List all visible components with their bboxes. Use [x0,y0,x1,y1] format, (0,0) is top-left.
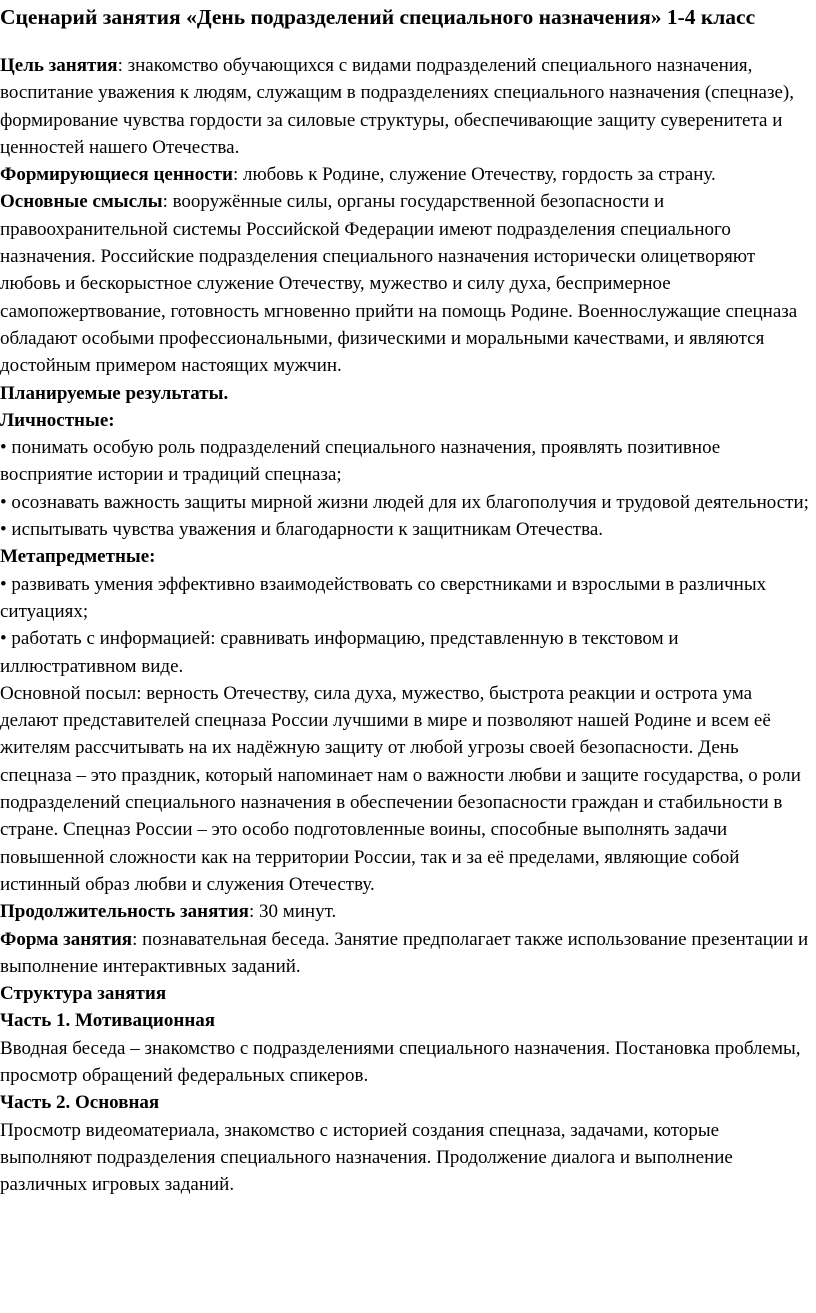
part2-heading: Часть 2. Основная [0,1092,160,1114]
document-title: Сценарий занятия «День подразделений специального назначения» 1-4 класс [0,5,756,29]
meanings-text: : вооружённые силы, органы государственной безопасности и правоохранительной системы Российской Федерации имеют подразделения специального назначения. Российские подразделения специального назначения исторически олицетворяют любовь и бескорыстное служение Отечеству, мужество и силу духа, беспримерное самопожертвование, готовность мгновенно прийти на помощь Родине. Военнослужащие спецназа обладают особыми профессиональными, физическими и моральными качествами, и являются достойным примером настоящих мужчин. [0,191,798,377]
form-label: Форма занятия [0,928,133,950]
part1-heading: Часть 1. Мотивационная [0,1010,216,1032]
goal-paragraph [0,52,812,161]
form-paragraph [0,926,812,981]
part2-text: Просмотр видеоматериала, знакомство с историей создания спецназа, задачами, которые выполняют подразделения специального назначения. Продолжение диалога и выполнение различных игровых заданий. [0,1119,733,1196]
values-label: Формирующиеся ценности [0,164,233,186]
personal-heading: Личностные: [0,409,115,431]
values-text: : любовь к Родине, служение Отечеству, гордость за страну. [232,164,716,186]
goal-label: Цель занятия [0,55,118,76]
form-text: : познавательная беседа. Занятие предполагает также использование презентации и выполнение интерактивных заданий. [0,928,809,977]
part1-text: Вводная беседа – знакомство с подразделениями специального назначения. Постановка проблемы, просмотр обращений федеральных спикеров. [0,1037,801,1086]
duration-label: Продолжительность занятия [0,901,249,923]
meta-heading: Метапредметные: [0,546,156,568]
meta-item: • работать с информацией: сравнивать информацию, представленную в текстовом и иллюстративном виде. [0,628,679,677]
meanings-label: Основные смыслы [0,191,163,213]
results-heading: Планируемые результаты. [0,382,229,404]
structure-heading: Структура занятия [0,983,167,1005]
duration-paragraph [0,898,812,925]
personal-item: • осознавать важность защиты мирной жизни людей для их благополучия и трудовой деятельности; [0,491,809,513]
goal-text: : знакомство обучающихся с видами подразделений специального назначения, воспитание уважения к людям, служащим в подразделениях специального назначения (спецназе), формирование чувства гордости за силовые структуры, обеспечивающие защиту суверенитета и ценностей нашего Отечества. [0,55,794,158]
duration-text: : 30 минут. [248,901,337,923]
personal-item: • понимать особую роль подразделений специального назначения, проявлять позитивное восприятие истории и традиций спецназа; [0,437,721,486]
personal-item: • испытывать чувства уважения и благодарности к защитникам Отечества. [0,519,604,541]
meta-item: • развивать умения эффективно взаимодействовать со сверстниками и взрослыми в различных ситуациях; [0,573,767,622]
meanings-paragraph [0,188,812,379]
values-paragraph [0,161,812,188]
message-paragraph: Основной посыл: верность Отечеству, сила духа, мужество, быстрота реакции и острота ума делают представителей спецназа России лучшими в мире и позволяют нашей Родине и всем её жителям рассчитывать на их надёжную защиту от любой угрозы своей безопасности. День спецназа – это праздник, который напоминает нам о важности любви и защите государства, о роли подразделений специального назначения в обеспечении безопасности граждан и стабильности в стране. Спецназ России – это особо подготовленные воины, способные выполнять задачи повышенной сложности как на территории России, так и за её пределами, являющие собой истинный образ любви и служения Отечеству. [0,682,801,895]
